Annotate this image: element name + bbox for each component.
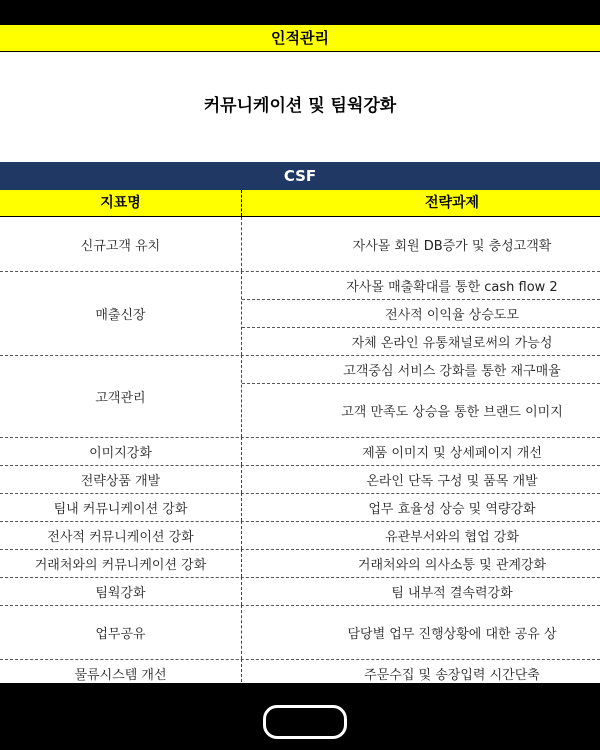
indicator-cell[interactable]: 전사적 커뮤니케이션 강화 — [0, 521, 242, 549]
indicator-cell[interactable]: 업무공유 — [0, 605, 242, 659]
strategy-cell[interactable]: 자사몰 회원 DB증가 및 충성고객확 — [352, 238, 552, 254]
page-title: 커뮤니케이션 및 팀웍강화 — [203, 96, 397, 116]
indicator-cell[interactable]: 거래처와의 커뮤니케이션 강화 — [0, 549, 242, 577]
strategy-cell[interactable]: 자체 온라인 유통채널로써의 가능성 — [351, 335, 553, 351]
strategy-cell[interactable]: 담당별 업무 진행상황에 대한 공유 상 — [347, 626, 557, 642]
sub-row-divider — [242, 299, 600, 300]
column-header-indicator: 지표명 — [0, 190, 242, 216]
strategy-cell[interactable]: 팀 내부적 결속력강화 — [391, 585, 513, 601]
column-header-strategy: 전략과제 — [424, 195, 480, 211]
home-button[interactable] — [263, 705, 347, 739]
indicator-cell[interactable]: 전략상품 개발 — [0, 465, 242, 493]
indicator-cell[interactable]: 물류시스템 개선 — [0, 659, 242, 683]
indicator-cell[interactable]: 팀웍강화 — [0, 577, 242, 605]
strategy-cell[interactable]: 고객 만족도 상승을 통한 브랜드 이미지 — [341, 404, 563, 420]
section-header: 인적관리 — [0, 24, 600, 52]
indicator-cell[interactable]: 이미지강화 — [0, 437, 242, 465]
sub-row-divider — [242, 383, 600, 384]
csf-header: CSF — [0, 162, 600, 190]
indicator-cell[interactable]: 팀내 커뮤니케이션 강화 — [0, 493, 242, 521]
indicator-cell[interactable]: 매출신장 — [0, 271, 242, 355]
indicator-cell[interactable]: 신규고객 유치 — [0, 217, 242, 271]
strategy-cell[interactable]: 제품 이미지 및 상세페이지 개선 — [362, 445, 542, 461]
strategy-cell[interactable]: 유관부서와의 협업 강화 — [385, 529, 519, 545]
spreadsheet-view[interactable] — [0, 24, 600, 683]
strategy-cell[interactable]: 전사적 이익율 상승도모 — [385, 307, 519, 323]
indicator-cell[interactable]: 고객관리 — [0, 355, 242, 437]
status-bar — [0, 0, 600, 24]
strategy-cell[interactable]: 업무 효율성 상승 및 역량강화 — [368, 501, 536, 517]
strategy-cell[interactable]: 주문수집 및 송장입력 시간단축 — [364, 667, 540, 683]
strategy-cell[interactable]: 거래처와의 의사소통 및 관계강화 — [357, 557, 547, 573]
strategy-cell[interactable]: 온라인 단독 구성 및 품목 개발 — [366, 473, 538, 489]
sub-row-divider — [242, 327, 600, 328]
column-header-row — [0, 190, 600, 217]
strategy-cell[interactable]: 자사몰 매출확대를 통한 cash flow 2 — [346, 279, 558, 295]
strategy-cell[interactable]: 고객중심 서비스 강화를 통한 재구매율 — [343, 363, 561, 379]
